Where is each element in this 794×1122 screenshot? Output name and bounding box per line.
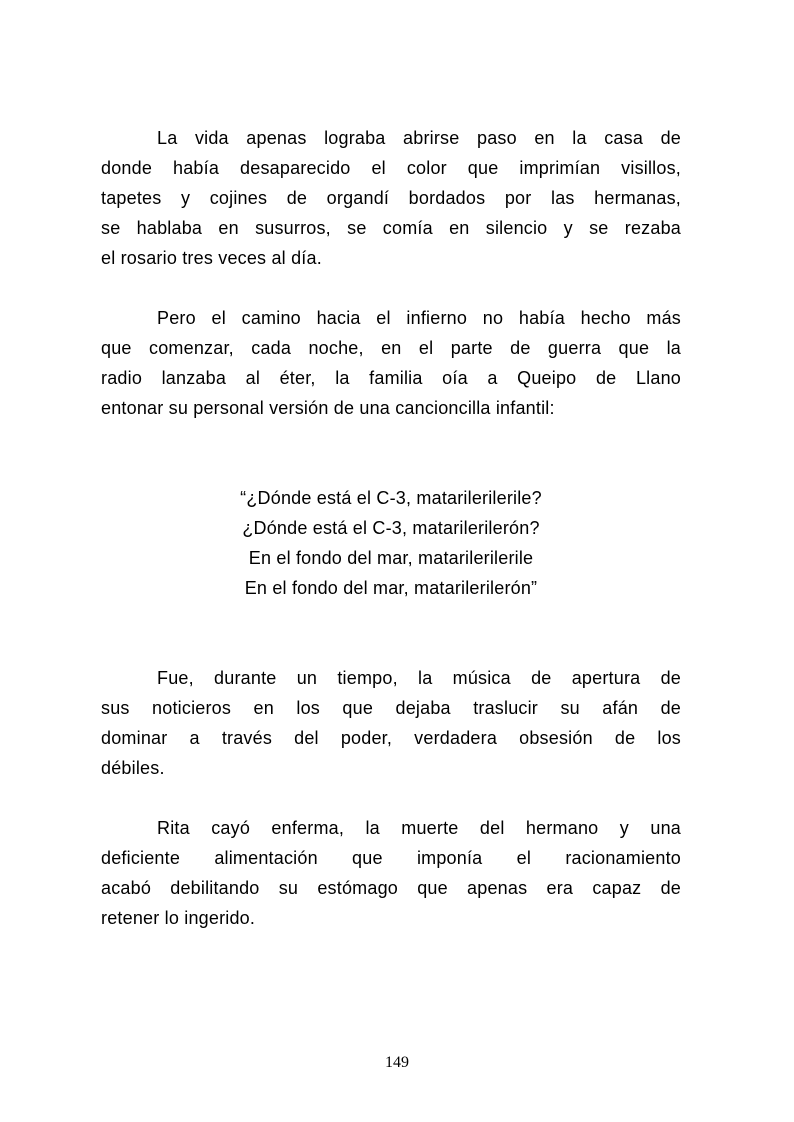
- text-line: La vida apenas lograba abrirse paso en la casa de: [157, 128, 681, 148]
- text-line: radio lanzaba al éter, la familia oía a Queipo de Llano: [101, 368, 681, 388]
- text-line: Rita cayó enferma, la muerte del hermano y una: [157, 818, 681, 838]
- verse-line: “¿Dónde está el C-3, matarilerilerile?: [240, 488, 542, 508]
- text-line: retener lo ingerido.: [101, 908, 256, 928]
- text-line: entonar su personal versión de una cancioncilla infantil:: [101, 398, 555, 418]
- paragraph: [101, 813, 681, 933]
- text-line: tapetes y cojines de organdí bordados por las hermanas,: [101, 188, 681, 208]
- paragraph: [101, 663, 681, 783]
- paragraph: [101, 303, 681, 423]
- verse-line: ¿Dónde está el C-3, matarilerilerón?: [242, 518, 540, 538]
- text-line: acabó debilitando su estómago que apenas era capaz de: [101, 878, 681, 898]
- text-line: Pero el camino hacia el infierno no había hecho más: [157, 308, 681, 328]
- text-line: débiles.: [101, 758, 165, 778]
- verse-block: [101, 483, 681, 603]
- text-line: Fue, durante un tiempo, la música de apertura de: [157, 668, 681, 688]
- page-number: 149: [385, 1054, 409, 1071]
- text-line: sus noticieros en los que dejaba traslucir su afán de: [101, 698, 681, 718]
- text-line: donde había desaparecido el color que imprimían visillos,: [101, 158, 681, 178]
- text-line: que comenzar, cada noche, en el parte de guerra que la: [101, 338, 681, 358]
- verse-line: En el fondo del mar, matarilerilerile: [248, 548, 534, 568]
- verse-line: En el fondo del mar, matarilerilerón”: [244, 578, 538, 598]
- text-line: el rosario tres veces al día.: [101, 248, 322, 268]
- text-line: deficiente alimentación que imponía el racionamiento: [101, 848, 681, 868]
- page-body-text: [101, 123, 681, 963]
- text-line: se hablaba en susurros, se comía en silencio y se rezaba: [101, 218, 681, 238]
- text-line: dominar a través del poder, verdadera obsesión de los: [101, 728, 681, 748]
- paragraph: [101, 123, 681, 273]
